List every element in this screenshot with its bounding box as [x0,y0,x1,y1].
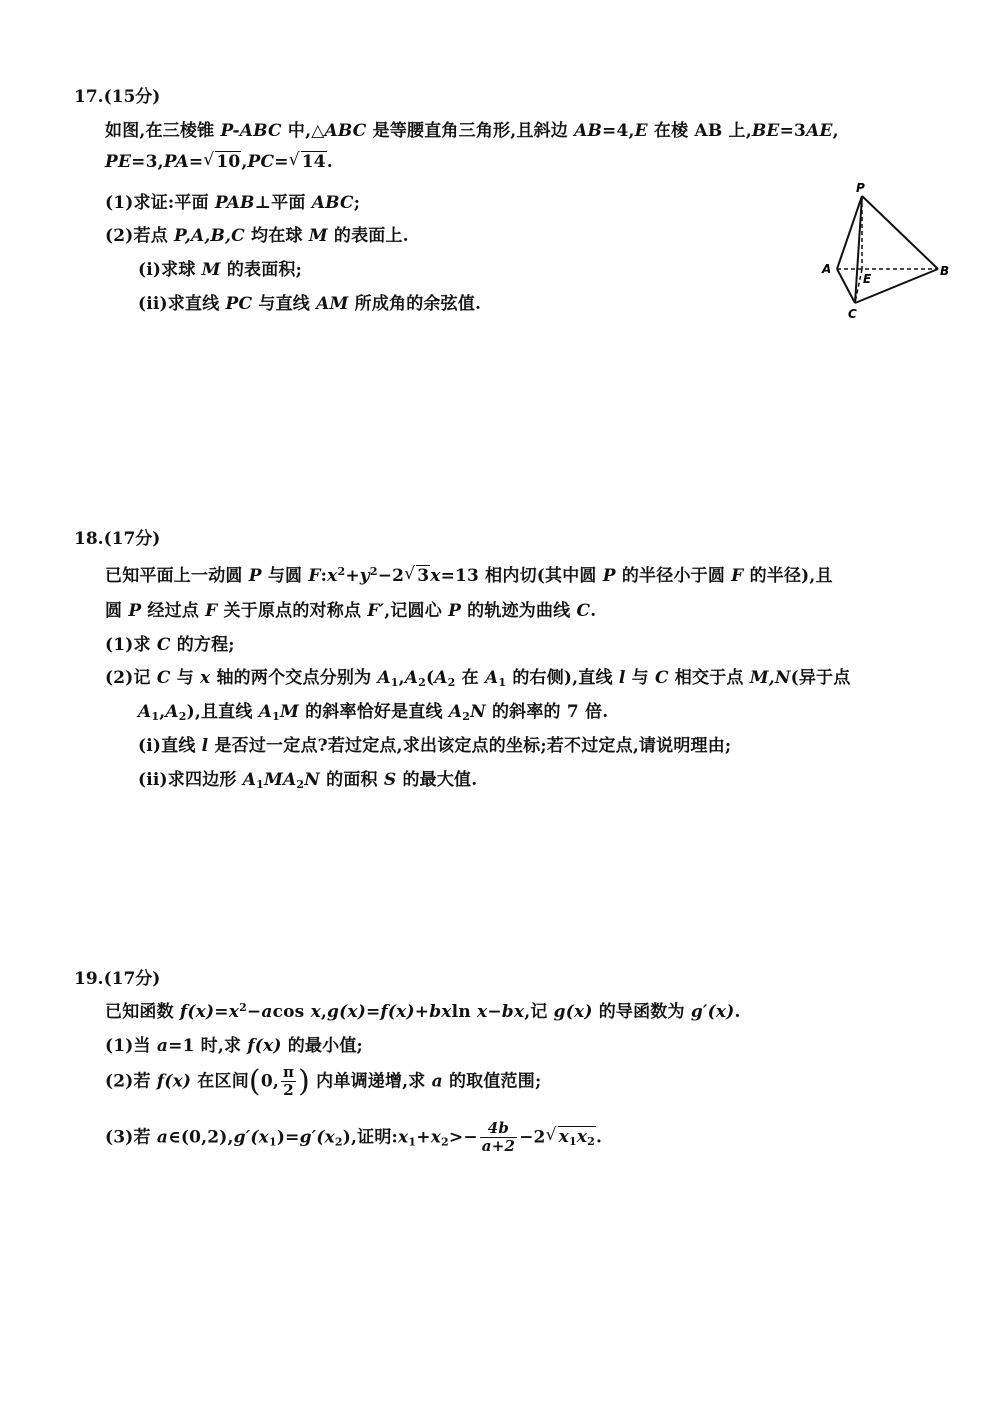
label-a: A [822,262,832,276]
q19-part3: (3)若 $a\in(0,2),g'(x_1)=g'(x_2)$,证明$:x_1+x_2>-$ $\frac{4b}{a+2}$ −2√ $x_1x_2$. [105,1120,602,1156]
q18-header [74,524,160,549]
label-p: P [856,181,865,195]
q19-header [74,964,160,989]
q18-part2-line1: (2)记 C 与 x 轴的两个交点分别为 $A_1,A_2(A_2$ 在 $A_1$ 的右侧),直线 l 与 C 相交于点 M,N(异于点 [105,668,851,689]
q18-sub-i: (i)直线 l 是否过一定点?若过定点,求出该定点的坐标;若不过定点,请说明理由; [138,736,732,756]
fraction-4b-over-a-plus-2: $\frac{4b}{a+2}$ [481,1119,516,1156]
q18-stem-line1: 已知平面上一动圆 P 与圆 $F:x^2+y^2-2√$ 3x=13 相内切(其中圆 P 的半径小于圆 F 的半径),且 [105,561,833,586]
q17-number: 17. [74,87,104,107]
sqrt-3: √ 3 [404,566,430,586]
q19-points: (17分) [103,969,161,989]
sqrt-10: √ 10 [203,152,241,172]
label-e: E [863,272,872,286]
q17-points: (15分) [103,87,161,107]
label-b: B [940,264,950,278]
q18-number: 18. [74,529,104,549]
q19-stem: 已知函数 $f(x)=x^2-acos$ x,g(x)=f(x)+bxln x−bx,记 g(x) 的导函数为 g′(x). [105,1001,741,1022]
q19-number: 19. [74,969,104,989]
edge-ac [837,269,855,303]
q17-sub-ii: (ii)求直线 PC 与直线 AM 所成角的余弦值. [138,294,482,314]
q19-part2: (2)若 f(x) 在区间(0, $\frac{\pi}{2}$ ) 内单调递增,求 a 的取值范围; [105,1063,542,1100]
q18-part1: (1)求 C 的方程; [105,635,235,655]
q17-part2: (2)若点 P,A,B,C 均在球 M 的表面上. [105,226,409,246]
q18-points: (17分) [103,529,161,549]
q17-sub-i: (i)求球 M 的表面积; [138,260,303,280]
fraction-pi-over-2: $\frac{\pi}{2}$ [282,1063,295,1100]
q17-stem-line2: PE=3,PA=√ 10,PC=√ 14. [105,152,333,172]
label-c: C [848,307,857,321]
q19-part1: (1)当 a=1 时,求 f(x) 的最小值; [105,1036,364,1056]
edge-pb [862,196,938,269]
q17-part1: (1)求证:平面 PAB⊥平面 ABC; [105,193,361,213]
q18-part2-line2: $A_1,A_2$),且直线 $A_1M$ 的斜率恰好是直线 $A_2N$ 的斜率的 7 倍. [138,702,609,723]
q18-sub-ii: (ii)求四边形 $A_1MA_2N$ 的面积 S 的最大值. [138,770,478,791]
q17-stem-line1: 如图,在三棱锥 P-ABC 中,△ABC 是等腰直角三角形,且斜边 AB=4,E 在棱 AB 上,BE=3AE, [105,121,839,141]
sqrt-x1x2: √ $x_1x_2$ [546,1127,596,1148]
q18-stem-line2: 圆 P 经过点 F 关于原点的对称点 F′,记圆心 P 的轨迹为曲线 C. [105,601,597,621]
sqrt-14: √ 14 [289,152,327,172]
q17-header [74,82,160,107]
pyramid-figure [818,180,958,325]
